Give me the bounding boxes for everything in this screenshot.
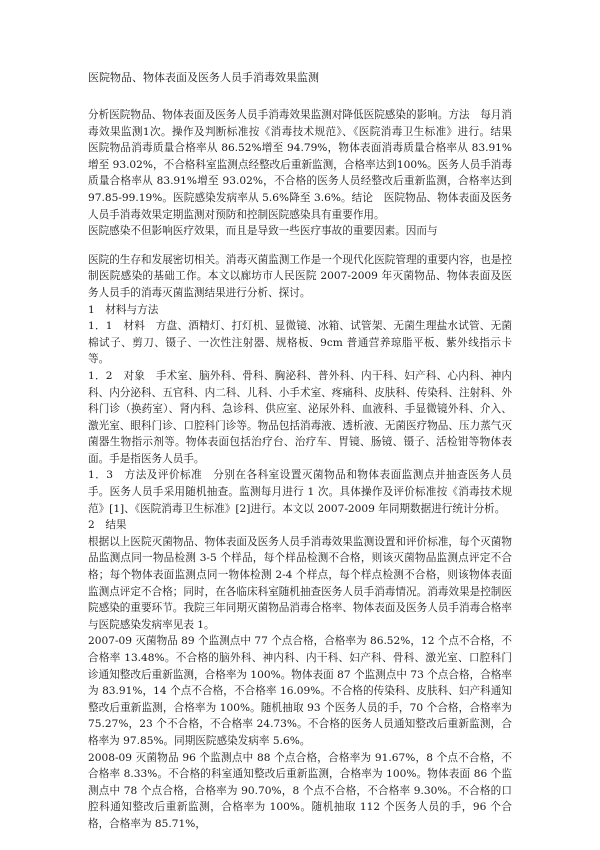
abstract-block [88, 107, 523, 240]
document-title: 医院物品、物体表面及医务人员手消毒效果监测 [88, 71, 319, 84]
section-heading: 1 材料与方法 [88, 303, 159, 316]
body-paragraph: 2008-09 灭菌物品 96 个监测点中 88 个点合格，合格率为 91.67%，8 个点不合格，不合格率 8.33%。不合格的科室通知整改后重新监测，合格率为 100%。物体表面 86 个监测点中 78 个点合格，合格率为 90.70%，8 个点不合格，不合格率 9.30%。不合格的口腔科通知整改后重新监测，合格率为 100%。随机抽取 112 个医务人员的手，96 个合格，合格率为 85.71%， [88, 751, 512, 830]
body-paragraph: 2007-09 灭菌物品 89 个监测点中 77 个点合格，合格率为 86.52%，12 个点不合格，不合格率 13.48%。不合格的脑外科、神内科、内干科、妇产科、骨科、激光室、口腔科门诊通知整改后重新监测，合格率为 100%。物体表面 87 个监测点中 73 个点合格，合格率为 83.91%，14 个点不合格，不合格率 16.09%。不合格的传染科、皮肤科、妇产科通知整改后重新监测，合格率为 100%。随机抽取 93 个医务人员的手，70 个合格，合格率为 75.27%，23 个不合格，不合格率 24.73%。不合格的医务人员通知整改后重新监测，合格率为 97.85%。同期医院感染发病率 5.6%。 [88, 635, 512, 747]
section-gap [88, 240, 512, 252]
body-paragraph: 医院的生存和发展密切相关。消毒灭菌监测工作是一个现代化医院管理的重要内容，也是控制医院感染的基础工作。本文以廊坊市人民医院 2007-2009 年灭菌物品、物体表面及医务人员手的消毒灭菌监测结果进行分析、探讨。 [88, 253, 512, 299]
body-paragraph: 1．2 对象 手术室、脑外科、骨科、胸泌科、普外科、内干科、妇产科、心内科、神内科、内分泌科、五官科、内二科、儿科、小手术室、疼痛科、皮肤科、传染科、注射科、外科门诊（换药室）、肾内科、急诊科、供应室、泌尿外科、血液科、手显微镜外科、介入、激光室、眼科门诊、口腔科门诊等。物品包括消毒液、透析液、无菌医疗物品、压力蒸气灭菌器生物指示剂等。物体表面包括治疗台、治疗车、胃镜、肠镜、镊子、活检钳等物体表面。手是指医务人员手。 [88, 369, 512, 465]
section-heading: 2 结果 [88, 519, 127, 532]
body-paragraph: 1．3 方法及评价标准 分别在各科室设置灭菌物品和物体表面监测点并抽查医务人员手。医务人员手采用随机抽查。监测每月进行 1 次。具体操作及评价标准按《消毒技术规范》[1]、《医院消毒卫生标准》[2]进行。本文以 2007-2009 年同期数据进行统计分析。 [88, 469, 512, 515]
body-paragraph: 1．1 材料 方盘、酒精灯、打灯机、显微镜、冰箱、试管架、无菌生理盐水试管、无菌棉试子、剪刀、镊子、一次性注射器、规格板、9cm 普通营养琼脂平板、紫外线指示卡等。 [88, 320, 512, 366]
body-paragraph: 根据以上医院灭菌物品、物体表面及医务人员手消毒效果监测设置和评价标准，每个灭菌物品监测点同一物品检测 3-5 个样品，每个样品检测不合格，则该灭菌物品监测点评定不合格；每个物体表面监测点同一物体检测 2-4 个样点，每个样点检测不合格，则该物体表面监测点评定不合格；同时，在各临床科室随机抽查医务人员手消毒情况。消毒效果是控制医院感染的重要环节。我院三年同期灭菌物品消毒合格率、物体表面及医务人员手消毒合格率与医院感染发病率见表 1。 [88, 535, 512, 631]
abstract-paragraph: 分析医院物品、物体表面及医务人员手消毒效果监测对降低医院感染的影响。方法 每月消毒效果监测1次。操作及判断标准按《消毒技术规范》、《医院消毒卫生标准》进行。结果 医院物品消毒质量合格率从 86.52%增至 94.79%，物体表面消毒质量合格率从 83.91%增至 93.02%，不合格科室监测点经整改后重新监测，合格率达到100%。医务人员手消毒质量合格率从 83.91%增至 93.02%，不合格的医务人员经整改后重新监测，合格率达到97.85-99.19%。医院感染发病率从 5.6%降至 3.6%。结论 医院物品、物体表面及医务人员手消毒效果定期监测对预防和控制医院感染具有重要作用。 [88, 109, 523, 221]
abstract-paragraph: 医院感染不但影响医疗效果，而且是导致一些医疗事故的重要因素。因而与 [88, 225, 438, 238]
body-block [88, 252, 512, 833]
